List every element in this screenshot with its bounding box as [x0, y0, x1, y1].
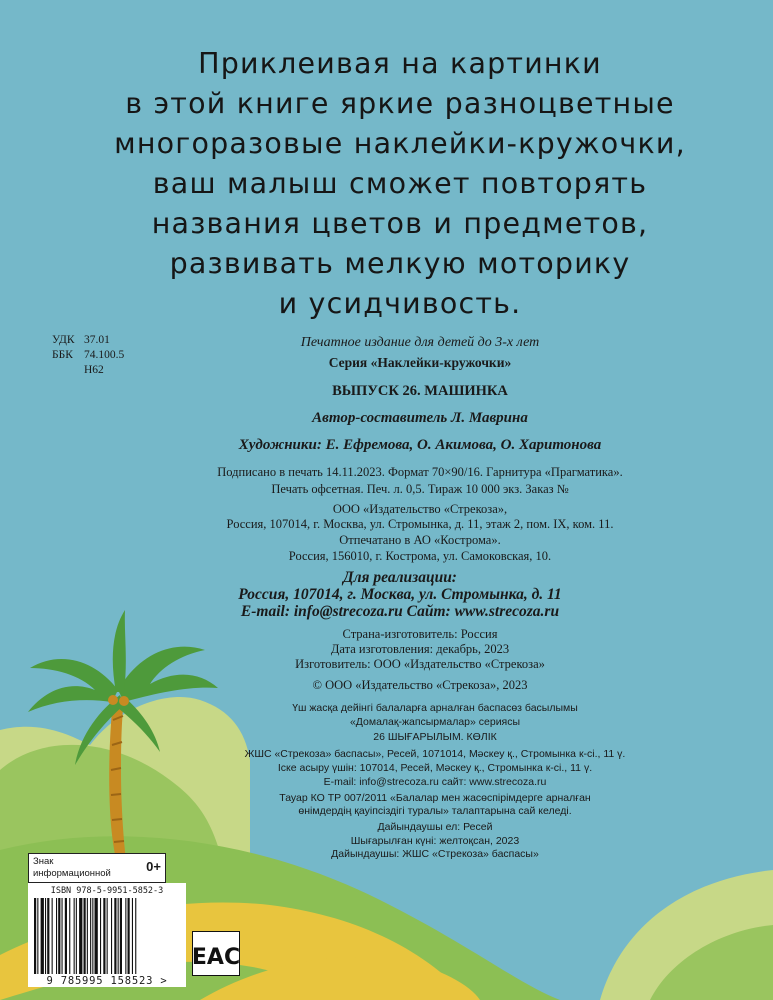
barcode-bar [103, 898, 105, 974]
author-line: Автор-составитель Л. Маврина [312, 410, 528, 426]
promo-text [60, 44, 740, 324]
barcode-bar [100, 898, 101, 974]
sales-address: Россия, 107014, г. Москва, ул. Стромынка, д. 11 [238, 586, 562, 603]
udk-value: 37.01 [84, 334, 110, 346]
barcode-bar [62, 898, 63, 974]
sales-contacts: E-mail: info@strecoza.ru Сайт: www.strecoza.ru [240, 603, 560, 620]
publisher-address: Россия, 107014, г. Москва, ул. Стромынка, д. 11, этаж 2, пом. IX, ком. 11. [226, 517, 614, 531]
kz-line: өнімдердің қауіпсіздігі туралы» талаптарына сай келеді. [298, 805, 572, 817]
date-line: Дата изготовления: декабрь, 2023 [330, 642, 510, 656]
barcode-bar [114, 898, 116, 974]
kz-line: Үш жасқа дейінгі балаларға арналған баспасөз басылымы [292, 702, 578, 714]
barcode-bar [118, 898, 119, 974]
barcode-bar [107, 898, 108, 974]
kz-line: ЖШС «Стрекоза» баспасы», Ресей, 1071014, Мәскеу қ., Стромынка к-сі., 11 ү. [244, 748, 626, 760]
barcode-bar [120, 898, 122, 974]
age-rating-sign [28, 853, 166, 883]
barcode [28, 883, 186, 987]
barcode-bar [74, 898, 75, 974]
kz-line: Дайындаушы: ЖШС «Стрекоза» баспасы» [331, 848, 539, 860]
barcode-bars [34, 898, 180, 974]
barcode-bar [34, 898, 36, 974]
issue-title: ВЫПУСК 26. МАШИНКА [332, 383, 508, 399]
barcode-digits: 9 785995 158523 > [46, 975, 168, 987]
barcode-bar [47, 898, 49, 974]
printer-name: Отпечатано в АО «Кострома». [339, 533, 501, 547]
barcode-bar [95, 898, 98, 974]
maker-line: Изготовитель: ООО «Издательство «Стрекоза» [295, 657, 545, 671]
age-rating-value: 0+ [146, 859, 161, 874]
barcode-bar [92, 898, 93, 974]
barcode-bar [125, 898, 126, 974]
bbk-value: 74.100.5 [84, 349, 125, 361]
barcode-bar [128, 898, 130, 974]
printer-address: Россия, 156010, г. Кострома, ул. Самоковская, 10. [288, 549, 552, 563]
publisher-name: ООО «Издательство «Стрекоза», [332, 502, 508, 516]
kz-line: E-mail: info@strecoza.ru сайт: www.strecoza.ru [323, 776, 547, 788]
barcode-bar [65, 898, 67, 974]
barcode-bar [79, 898, 82, 974]
kz-line: Іске асыру үшін: 107014, Ресей, Мәскеу қ., Стромынка к-сі., 11 ү. [277, 762, 593, 774]
eac-label: EAC [192, 945, 240, 970]
barcode-bar [45, 898, 46, 974]
barcode-bar [52, 898, 53, 974]
promo-line: ваш малыш сможет повторять [152, 167, 648, 200]
print-line: Печать офсетная. Печ. л. 0,5. Тираж 10 000 экз. Заказ № [271, 482, 569, 496]
barcode-bar [84, 898, 86, 974]
promo-line: и усидчивость. [278, 287, 522, 320]
kz-line: 26 ШЫҒАРЫЛЫМ. КӨЛІК [373, 731, 497, 743]
barcode-bar [76, 898, 77, 974]
promo-line: развивать мелкую моторику [169, 247, 631, 280]
kz-line: Тауар КО ТР 007/2011 «Балалар мен жасөспірімдерге арналған [279, 792, 591, 804]
sales-block [205, 569, 595, 620]
kz-line: Дайындаушы ел: Ресей [377, 821, 493, 833]
barcode-bar [69, 898, 70, 974]
promo-line: названия цветов и предметов, [151, 207, 649, 240]
eac-mark-icon [192, 931, 240, 976]
barcode-bar [37, 898, 38, 974]
barcode-bar [58, 898, 60, 974]
barcode-bar [135, 898, 136, 974]
age-note: Печатное издание для детей до 3-х лет [300, 335, 540, 350]
artists-line: Художники: Е. Ефремова, О. Акимова, О. Харитонова [238, 437, 602, 453]
classification-codes [52, 333, 124, 378]
country-line: Страна-изготовитель: Россия [342, 627, 498, 641]
sales-heading: Для реализации: [343, 569, 457, 586]
promo-line: Приклеивая на картинки [198, 47, 602, 80]
isbn-text: ISBN 978-5-9951-5852-3 [50, 886, 164, 896]
promo-line: в этой книге яркие разноцветные [125, 87, 675, 120]
author-code: Н62 [84, 364, 104, 376]
barcode-bar [56, 898, 57, 974]
barcode-bar [132, 898, 133, 974]
copyright-line: © ООО «Издательство «Стрекоза», 2023 [312, 678, 528, 692]
barcode-bar [111, 898, 112, 974]
barcode-bar [87, 898, 88, 974]
kz-line: «Домалақ-жапсырмалар» сериясы [349, 716, 521, 728]
udk-label: УДК [52, 334, 75, 346]
signed-line: Подписано в печать 14.11.2023. Формат 70×90/16. Гарнитура «Прагматика». [217, 465, 623, 479]
series-title: Серия «Наклейки-кружочки» [328, 355, 512, 370]
barcode-bar [41, 898, 44, 974]
promo-line: многоразовые наклейки-кружочки, [114, 127, 686, 160]
age-rating-label: Знак информационной [33, 856, 111, 879]
barcode-bar [90, 898, 91, 974]
kz-line: Шығарылған күні: желтоқсан, 2023 [350, 835, 520, 847]
bbk-label: ББК [52, 349, 73, 361]
